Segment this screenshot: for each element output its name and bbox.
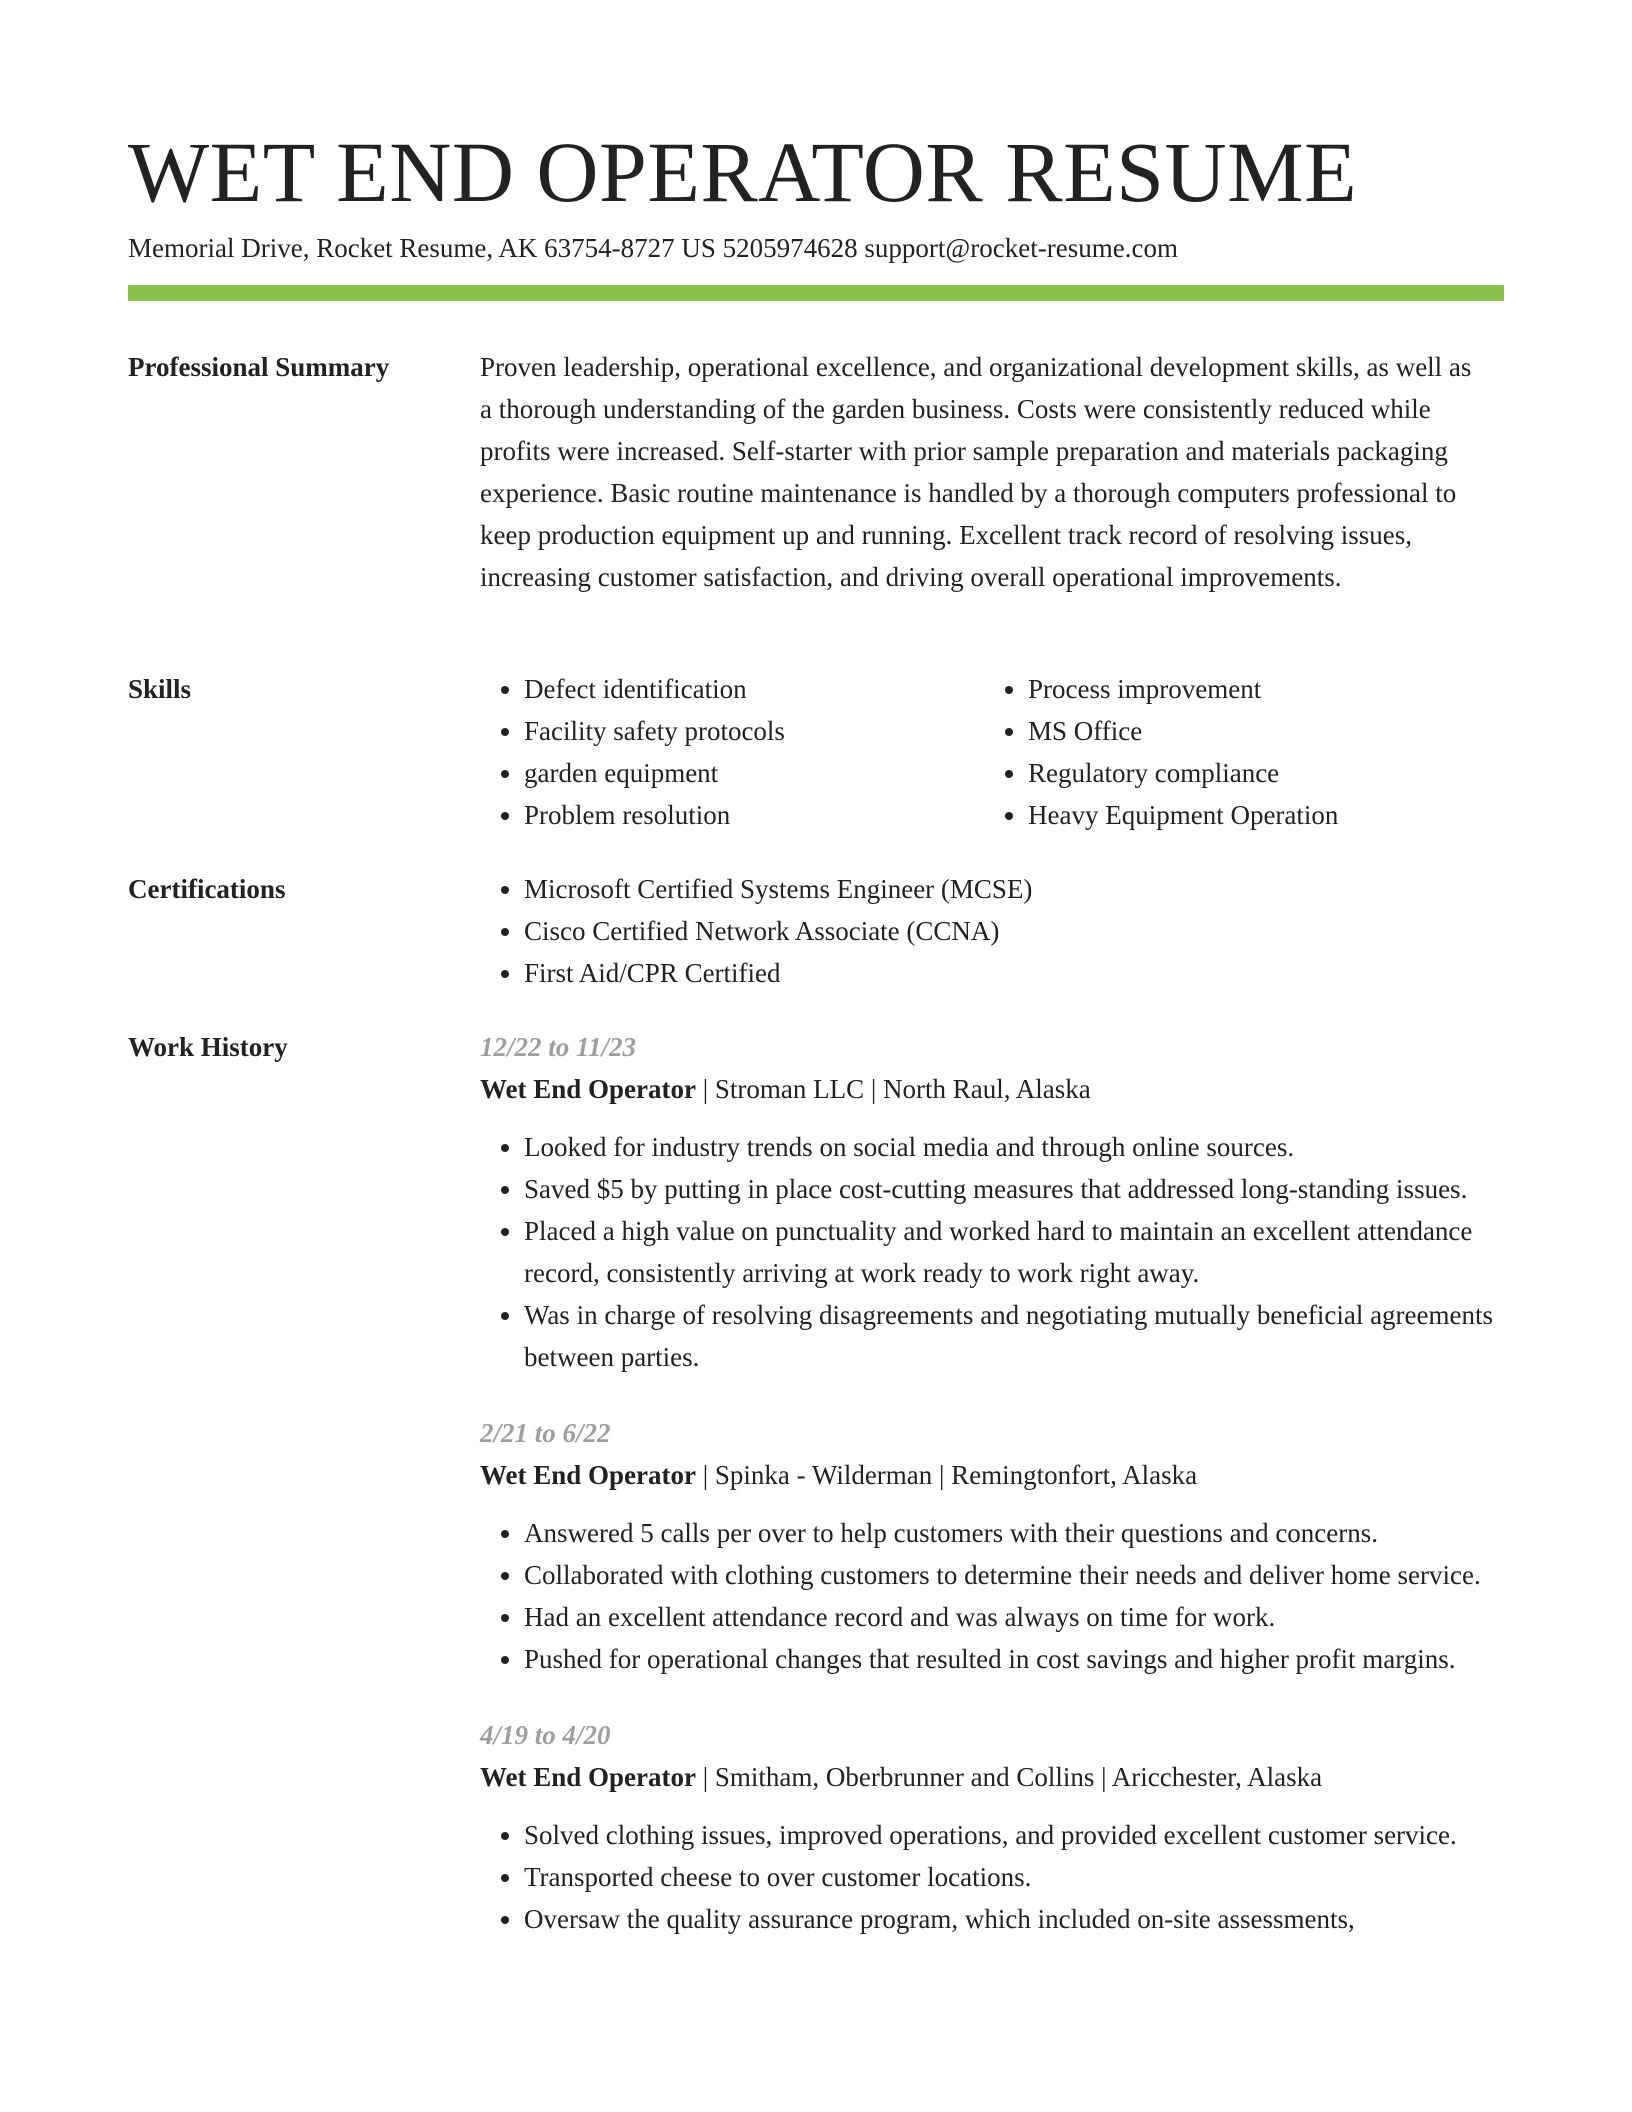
skill-item: • MS Office bbox=[1028, 710, 1488, 752]
job-bullet: • Answered 5 calls per over to help customers with their questions and concerns. bbox=[524, 1512, 1504, 1554]
header-divider bbox=[128, 285, 1504, 301]
skills-list-left bbox=[480, 668, 984, 836]
job-title-line bbox=[480, 1756, 1504, 1798]
job-bullet: • Pushed for operational changes that resulted in cost savings and higher profit margins. bbox=[524, 1638, 1504, 1680]
certification-item: • First Aid/CPR Certified bbox=[524, 952, 1504, 994]
job-title-line bbox=[480, 1454, 1504, 1496]
skill-item: • Regulatory compliance bbox=[1028, 752, 1488, 794]
skill-item: • Heavy Equipment Operation bbox=[1028, 794, 1488, 836]
certification-item: • Cisco Certified Network Associate (CCNA) bbox=[524, 910, 1504, 952]
certifications-list bbox=[480, 868, 1504, 994]
job-role: Wet End Operator bbox=[480, 1460, 696, 1490]
job-role: Wet End Operator bbox=[480, 1762, 696, 1792]
job-bullet: • Had an excellent attendance record and was always on time for work. bbox=[524, 1596, 1504, 1638]
skill-item: • Problem resolution bbox=[524, 794, 984, 836]
contact-line: Memorial Drive, Rocket Resume, AK 63754-8727 US 5205974628 support@rocket-resume.com bbox=[128, 233, 1178, 263]
job-employer-location: | Stroman LLC | North Raul, Alaska bbox=[696, 1074, 1091, 1104]
job-bullet: • Solved clothing issues, improved operations, and provided excellent customer service. bbox=[524, 1814, 1504, 1856]
job-date: 4/19 to 4/20 bbox=[480, 1720, 611, 1750]
job-bullet: • Looked for industry trends on social media and through online sources. bbox=[524, 1126, 1504, 1168]
job-bullets bbox=[480, 1814, 1504, 1940]
summary-text: Proven leadership, operational excellence, and organizational development skills, as well as a thorough understanding of the garden business. Costs were consistently reduced while profits were increased. Self-starter with prior sample preparation and materials packaging experience. Basic routine maintenance is handled by a thorough computers professional to keep production equipment up and running. Excellent track record of resolving issues, increasing customer satisfaction, and driving overall operational improvements. bbox=[480, 352, 1472, 592]
summary-content bbox=[480, 346, 1504, 598]
job-bullets bbox=[480, 1126, 1504, 1378]
job-bullet: • Oversaw the quality assurance program, which included on-site assessments, bbox=[524, 1898, 1504, 1940]
summary-label: Professional Summary bbox=[128, 352, 390, 382]
resume-title: WET END OPERATOR RESUME bbox=[128, 124, 1358, 220]
work-history-label: Work History bbox=[128, 1032, 288, 1062]
job-bullet: • Was in charge of resolving disagreements and negotiating mutually beneficial agreements between parties. bbox=[524, 1294, 1504, 1378]
job-employer-location: | Spinka - Wilderman | Remingtonfort, Alaska bbox=[696, 1460, 1198, 1490]
certification-item: • Microsoft Certified Systems Engineer (MCSE) bbox=[524, 868, 1504, 910]
certifications-content bbox=[480, 868, 1504, 994]
job-bullet: • Transported cheese to over customer locations. bbox=[524, 1856, 1504, 1898]
job-entry bbox=[480, 1714, 1504, 1940]
job-date: 2/21 to 6/22 bbox=[480, 1418, 611, 1448]
job-role: Wet End Operator bbox=[480, 1074, 696, 1104]
job-bullet: • Saved $5 by putting in place cost-cutting measures that addressed long-standing issues. bbox=[524, 1168, 1504, 1210]
job-entry bbox=[480, 1026, 1504, 1378]
job-entry bbox=[480, 1412, 1504, 1680]
skills-list-right bbox=[984, 668, 1488, 836]
work-history-content bbox=[480, 1026, 1504, 1974]
skills-label: Skills bbox=[128, 674, 192, 704]
job-bullet: • Collaborated with clothing customers to determine their needs and deliver home service. bbox=[524, 1554, 1504, 1596]
job-title-line bbox=[480, 1068, 1504, 1110]
skill-item: • Process improvement bbox=[1028, 668, 1488, 710]
certifications-label: Certifications bbox=[128, 874, 286, 904]
job-employer-location: | Smitham, Oberbrunner and Collins | Aricchester, Alaska bbox=[696, 1762, 1323, 1792]
skills-content bbox=[480, 668, 1504, 836]
skill-item: • garden equipment bbox=[524, 752, 984, 794]
skill-item: • Defect identification bbox=[524, 668, 984, 710]
job-bullets bbox=[480, 1512, 1504, 1680]
job-date: 12/22 to 11/23 bbox=[480, 1032, 637, 1062]
skill-item: • Facility safety protocols bbox=[524, 710, 984, 752]
job-bullet: • Placed a high value on punctuality and worked hard to maintain an excellent attendance record, consistently arriving at work ready to work right away. bbox=[524, 1210, 1504, 1294]
